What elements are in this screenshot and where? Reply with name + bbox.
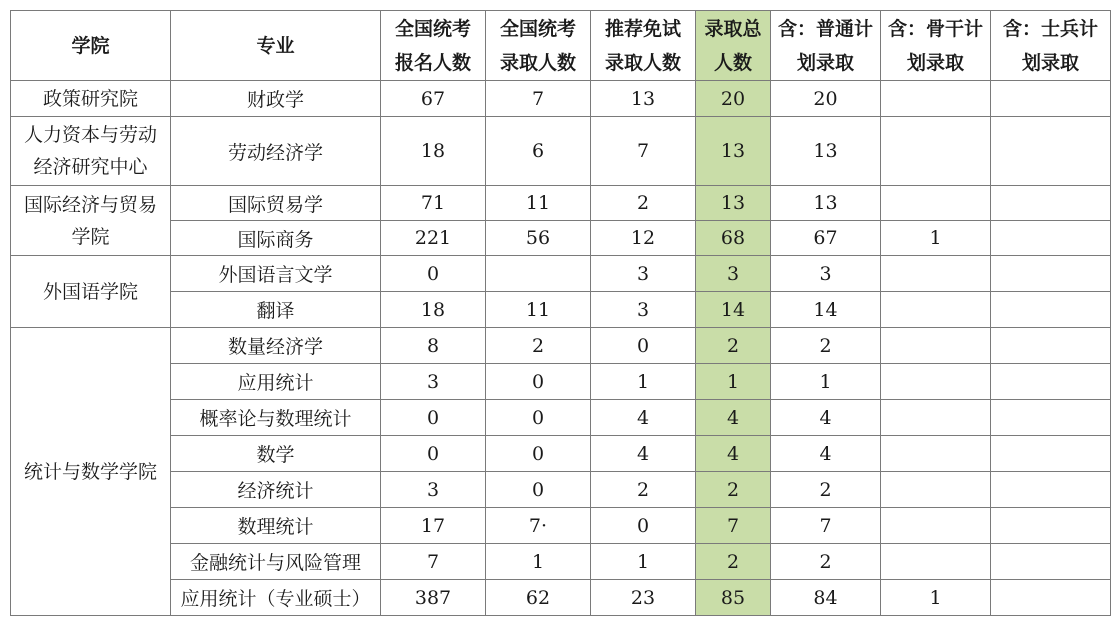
recommended-admitted-cell: 0	[591, 328, 696, 364]
table-row	[11, 256, 1111, 292]
exam-admitted-cell: 0	[486, 400, 591, 436]
table-row	[11, 508, 1111, 544]
college-cell: 统计与数学学院	[11, 328, 171, 616]
recommended-admitted-cell: 4	[591, 400, 696, 436]
total-admitted-cell: 7	[696, 508, 771, 544]
table-row	[11, 436, 1111, 472]
major-cell: 数理统计	[171, 508, 381, 544]
backbone-plan-cell	[881, 544, 991, 580]
college-cell: 政策研究院	[11, 81, 171, 117]
backbone-plan-cell	[881, 117, 991, 186]
applicants-cell: 17	[381, 508, 486, 544]
backbone-plan-cell	[881, 186, 991, 221]
header-recommended-admitted: 推荐免试 录取人数	[591, 11, 696, 81]
total-admitted-cell: 20	[696, 81, 771, 117]
exam-admitted-cell	[486, 256, 591, 292]
applicants-cell: 0	[381, 400, 486, 436]
general-plan-cell: 7	[771, 508, 881, 544]
table-row	[11, 186, 1111, 221]
recommended-admitted-cell: 1	[591, 364, 696, 400]
soldier-plan-cell	[991, 186, 1111, 221]
backbone-plan-cell	[881, 436, 991, 472]
table-body	[11, 81, 1111, 616]
applicants-cell: 8	[381, 328, 486, 364]
major-cell: 翻译	[171, 292, 381, 328]
exam-admitted-cell: 7	[486, 81, 591, 117]
exam-admitted-cell: 0	[486, 472, 591, 508]
recommended-admitted-cell: 4	[591, 436, 696, 472]
total-admitted-cell: 68	[696, 221, 771, 256]
total-admitted-cell: 13	[696, 117, 771, 186]
general-plan-cell: 3	[771, 256, 881, 292]
exam-admitted-cell: 0	[486, 436, 591, 472]
backbone-plan-cell: 1	[881, 580, 991, 616]
total-admitted-cell: 14	[696, 292, 771, 328]
general-plan-cell: 13	[771, 186, 881, 221]
applicants-cell: 67	[381, 81, 486, 117]
exam-admitted-cell: 11	[486, 292, 591, 328]
exam-admitted-cell: 0	[486, 364, 591, 400]
major-cell: 应用统计（专业硕士）	[171, 580, 381, 616]
total-admitted-cell: 4	[696, 436, 771, 472]
major-cell: 概率论与数理统计	[171, 400, 381, 436]
table-row	[11, 328, 1111, 364]
recommended-admitted-cell: 2	[591, 186, 696, 221]
soldier-plan-cell	[991, 292, 1111, 328]
exam-admitted-cell: 11	[486, 186, 591, 221]
major-cell: 数学	[171, 436, 381, 472]
applicants-cell: 18	[381, 117, 486, 186]
major-cell: 国际贸易学	[171, 186, 381, 221]
header-general-plan: 含：普通计 划录取	[771, 11, 881, 81]
major-cell: 经济统计	[171, 472, 381, 508]
soldier-plan-cell	[991, 472, 1111, 508]
table-row	[11, 544, 1111, 580]
general-plan-cell: 2	[771, 544, 881, 580]
soldier-plan-cell	[991, 221, 1111, 256]
table-row	[11, 81, 1111, 117]
table-row	[11, 364, 1111, 400]
header-exam-admitted: 全国统考 录取人数	[486, 11, 591, 81]
header-major: 专业	[171, 11, 381, 81]
major-cell: 外国语言文学	[171, 256, 381, 292]
backbone-plan-cell	[881, 508, 991, 544]
applicants-cell: 0	[381, 436, 486, 472]
major-cell: 财政学	[171, 81, 381, 117]
header-row	[11, 11, 1111, 81]
major-cell: 金融统计与风险管理	[171, 544, 381, 580]
college-cell: 外国语学院	[11, 256, 171, 328]
recommended-admitted-cell: 0	[591, 508, 696, 544]
major-cell: 劳动经济学	[171, 117, 381, 186]
table-row	[11, 292, 1111, 328]
soldier-plan-cell	[991, 328, 1111, 364]
general-plan-cell: 2	[771, 328, 881, 364]
soldier-plan-cell	[991, 256, 1111, 292]
general-plan-cell: 4	[771, 400, 881, 436]
recommended-admitted-cell: 3	[591, 256, 696, 292]
soldier-plan-cell	[991, 436, 1111, 472]
backbone-plan-cell	[881, 81, 991, 117]
soldier-plan-cell	[991, 544, 1111, 580]
general-plan-cell: 1	[771, 364, 881, 400]
applicants-cell: 71	[381, 186, 486, 221]
applicants-cell: 3	[381, 472, 486, 508]
applicants-cell: 7	[381, 544, 486, 580]
recommended-admitted-cell: 7	[591, 117, 696, 186]
table-row	[11, 221, 1111, 256]
backbone-plan-cell: 1	[881, 221, 991, 256]
backbone-plan-cell	[881, 292, 991, 328]
total-admitted-cell: 2	[696, 544, 771, 580]
header-applicants: 全国统考 报名人数	[381, 11, 486, 81]
soldier-plan-cell	[991, 117, 1111, 186]
college-cell: 国际经济与贸易 学院	[11, 186, 171, 256]
exam-admitted-cell: 62	[486, 580, 591, 616]
recommended-admitted-cell: 13	[591, 81, 696, 117]
table-row	[11, 580, 1111, 616]
general-plan-cell: 4	[771, 436, 881, 472]
backbone-plan-cell	[881, 472, 991, 508]
backbone-plan-cell	[881, 256, 991, 292]
exam-admitted-cell: 7·	[486, 508, 591, 544]
soldier-plan-cell	[991, 364, 1111, 400]
table-row	[11, 117, 1111, 186]
exam-admitted-cell: 56	[486, 221, 591, 256]
major-cell: 应用统计	[171, 364, 381, 400]
general-plan-cell: 14	[771, 292, 881, 328]
applicants-cell: 221	[381, 221, 486, 256]
total-admitted-cell: 3	[696, 256, 771, 292]
header-backbone-plan: 含：骨干计 划录取	[881, 11, 991, 81]
admissions-table	[10, 10, 1111, 616]
recommended-admitted-cell: 1	[591, 544, 696, 580]
recommended-admitted-cell: 12	[591, 221, 696, 256]
exam-admitted-cell: 1	[486, 544, 591, 580]
exam-admitted-cell: 6	[486, 117, 591, 186]
backbone-plan-cell	[881, 400, 991, 436]
recommended-admitted-cell: 23	[591, 580, 696, 616]
applicants-cell: 387	[381, 580, 486, 616]
total-admitted-cell: 2	[696, 472, 771, 508]
exam-admitted-cell: 2	[486, 328, 591, 364]
major-cell: 国际商务	[171, 221, 381, 256]
header-college: 学院	[11, 11, 171, 81]
soldier-plan-cell	[991, 580, 1111, 616]
total-admitted-cell: 13	[696, 186, 771, 221]
soldier-plan-cell	[991, 508, 1111, 544]
general-plan-cell: 20	[771, 81, 881, 117]
header-soldier-plan: 含：士兵计 划录取	[991, 11, 1111, 81]
soldier-plan-cell	[991, 81, 1111, 117]
table-row	[11, 472, 1111, 508]
applicants-cell: 0	[381, 256, 486, 292]
recommended-admitted-cell: 3	[591, 292, 696, 328]
applicants-cell: 3	[381, 364, 486, 400]
recommended-admitted-cell: 2	[591, 472, 696, 508]
total-admitted-cell: 85	[696, 580, 771, 616]
backbone-plan-cell	[881, 328, 991, 364]
major-cell: 数量经济学	[171, 328, 381, 364]
total-admitted-cell: 2	[696, 328, 771, 364]
header-total-admitted: 录取总 人数	[696, 11, 771, 81]
general-plan-cell: 67	[771, 221, 881, 256]
total-admitted-cell: 1	[696, 364, 771, 400]
general-plan-cell: 13	[771, 117, 881, 186]
general-plan-cell: 84	[771, 580, 881, 616]
college-cell: 人力资本与劳动 经济研究中心	[11, 117, 171, 186]
soldier-plan-cell	[991, 400, 1111, 436]
total-admitted-cell: 4	[696, 400, 771, 436]
applicants-cell: 18	[381, 292, 486, 328]
table-row	[11, 400, 1111, 436]
general-plan-cell: 2	[771, 472, 881, 508]
backbone-plan-cell	[881, 364, 991, 400]
